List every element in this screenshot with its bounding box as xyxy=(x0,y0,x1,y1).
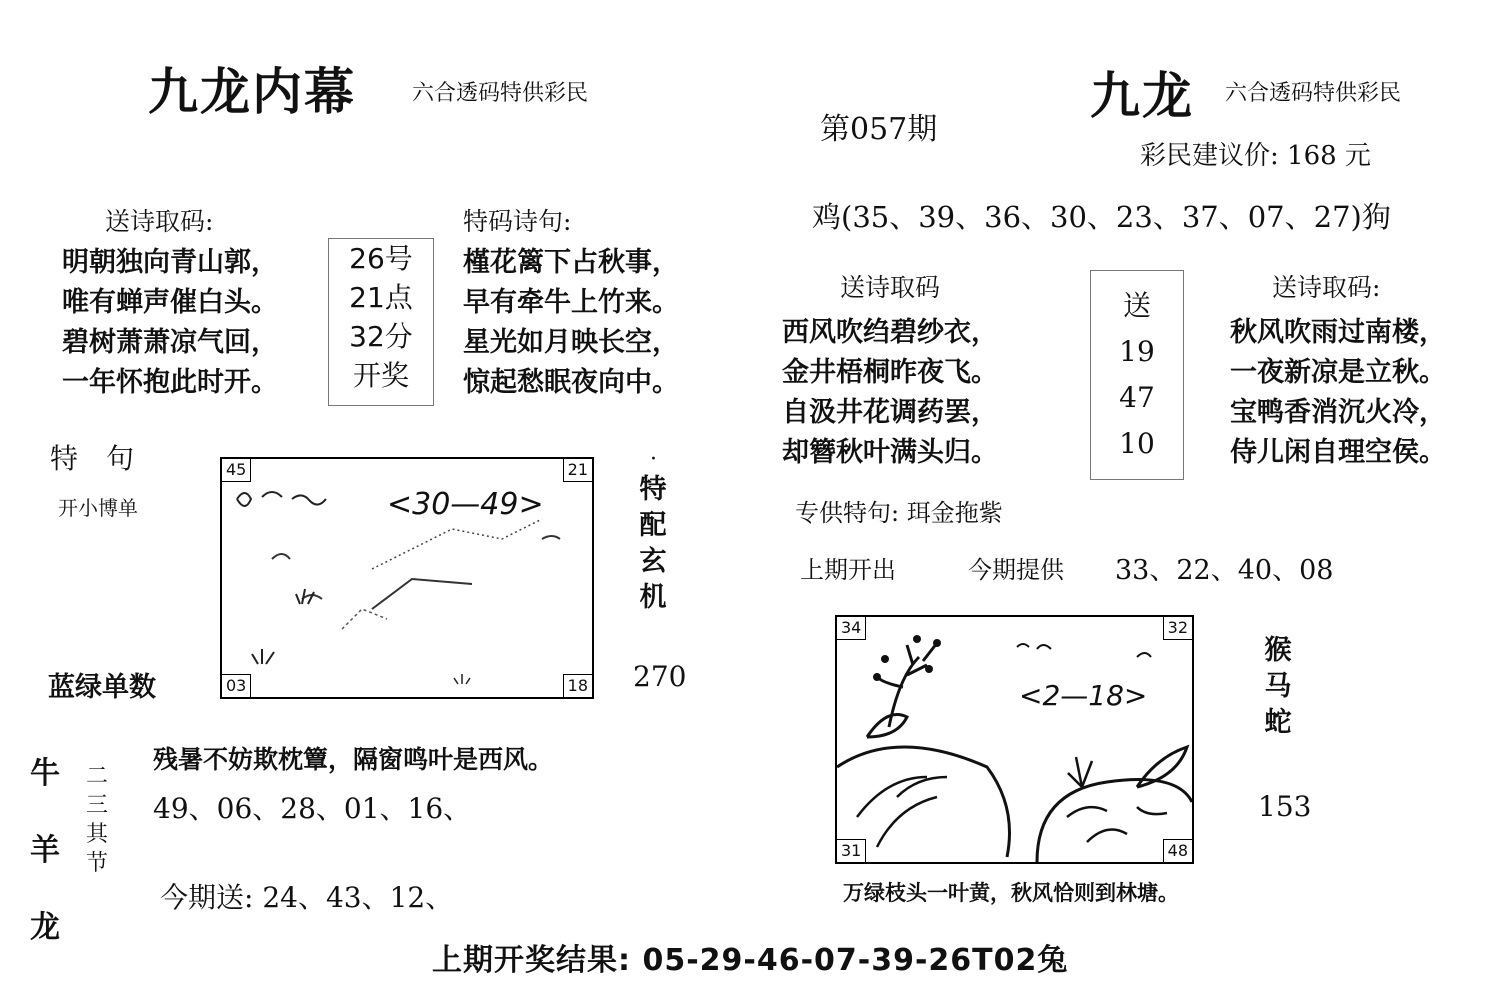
box-line: 32分 xyxy=(349,320,413,353)
today-send: 今期送: 24、43、12、 xyxy=(160,881,454,914)
vertical-char: 二 xyxy=(85,764,108,789)
vertical-char: 蛇 xyxy=(1264,707,1292,738)
poem-line: 星光如月映长空， xyxy=(463,327,679,358)
box-line: 开奖 xyxy=(352,359,409,392)
animal: 牛 xyxy=(30,756,60,791)
right-center-box xyxy=(1090,270,1184,480)
left-side-vertical xyxy=(637,472,669,616)
poem-line: 碧树萧萧凉气回， xyxy=(62,327,278,358)
right-sketch xyxy=(837,617,1192,862)
kai-xiao-label: 开小博单 xyxy=(58,496,138,520)
box-line: 26号 xyxy=(349,242,413,275)
poem-line: 秋风吹雨过南楼， xyxy=(1230,317,1446,348)
today-provide-label: 今期提供 xyxy=(968,556,1064,584)
corner-number: 21 xyxy=(563,458,593,482)
left-poem-line: 残暑不妨欺枕簟，隔窗鸣叶是西风。 xyxy=(153,745,554,774)
poem-line: 槿花篱下占秋事， xyxy=(463,247,679,278)
vertical-char: 马 xyxy=(1264,671,1292,702)
poem-line: 一夜新凉是立秋。 xyxy=(1230,357,1446,388)
vertical-char: 特 xyxy=(639,474,667,505)
left-poem2-head: 特码诗句: xyxy=(463,207,572,236)
er-san-vertical xyxy=(84,762,110,878)
left-numbers-line: 49、06、28、01、16、 xyxy=(153,792,472,825)
poem-line: 金井梧桐昨夜飞。 xyxy=(782,357,998,388)
lan-lv-label: 蓝绿单数 xyxy=(48,672,156,703)
poem-line: 西风吹绉碧纱衣， xyxy=(782,317,998,348)
vertical-char: 猴 xyxy=(1264,635,1292,666)
box-line: 10 xyxy=(1119,427,1155,460)
poem-line: 唯有蝉声催白头。 xyxy=(62,287,278,318)
animal: 羊 xyxy=(30,833,60,868)
poem-line: 却簪秋叶满头归。 xyxy=(782,437,998,468)
left-subtitle: 六合透码特供彩民 xyxy=(412,81,589,106)
animal: 龙 xyxy=(30,910,60,945)
box-line: 21点 xyxy=(349,281,413,314)
side-dot: · xyxy=(650,447,657,472)
vertical-char: 节 xyxy=(85,851,108,876)
vertical-char: 机 xyxy=(639,582,667,613)
left-poem1 xyxy=(62,243,278,403)
left-poem2 xyxy=(463,243,679,403)
te-ju-label: 特 句 xyxy=(50,442,135,475)
last-period-label: 上期开出 xyxy=(800,556,896,584)
right-poem2-head: 送诗取码: xyxy=(1272,273,1381,302)
left-side-number: 270 xyxy=(633,660,687,693)
right-side-number: 153 xyxy=(1258,790,1312,823)
vertical-char: 其 xyxy=(85,822,108,847)
provide-numbers: 33、22、40、08 xyxy=(1115,555,1334,586)
corner-number: 32 xyxy=(1163,616,1193,640)
corner-number: 45 xyxy=(221,458,251,482)
right-caption: 万绿枝头一叶黄，秋风恰则到林塘。 xyxy=(843,880,1179,905)
box-line: 47 xyxy=(1119,381,1155,414)
right-picture-box xyxy=(835,615,1194,864)
corner-number: 18 xyxy=(563,674,593,698)
left-picture-box xyxy=(220,457,594,699)
right-side-vertical xyxy=(1262,633,1294,741)
box-line: 19 xyxy=(1119,335,1155,368)
hand-text: <30—49> xyxy=(387,487,544,522)
poem-line: 自汲井花调药罢， xyxy=(782,397,998,428)
corner-number: 48 xyxy=(1163,839,1193,863)
special-phrase: 专供特句: 珥金拖紫 xyxy=(795,499,1003,527)
corner-number: 03 xyxy=(221,674,251,698)
vertical-char: 配 xyxy=(639,510,667,541)
right-title: 九龙 xyxy=(1090,66,1194,125)
poem-line: 明朝独向青山郭， xyxy=(62,247,278,278)
poem-line: 侍儿闲自理空侯。 xyxy=(1230,437,1446,468)
hand-text: <2—18> xyxy=(1019,679,1148,712)
right-subtitle: 六合透码特供彩民 xyxy=(1225,81,1402,106)
poem-line: 早有牵牛上竹来。 xyxy=(463,287,679,318)
price: 彩民建议价: 168 元 xyxy=(1140,141,1371,171)
chicken-dog-line: 鸡(35、39、36、30、23、37、07、27)狗 xyxy=(812,200,1391,234)
right-poem2 xyxy=(1230,313,1446,473)
corner-number: 31 xyxy=(836,839,866,863)
last-draw-result: 上期开奖结果: 05-29-46-07-39-26T02兔 xyxy=(432,943,1069,978)
poem-line: 宝鸭香消沉火冷， xyxy=(1230,397,1446,428)
left-poem1-head: 送诗取码: xyxy=(105,207,214,236)
box-line: 送 xyxy=(1122,289,1151,322)
poem-line: 惊起愁眠夜向中。 xyxy=(463,367,679,398)
right-poem1 xyxy=(782,313,998,473)
vertical-char: 三 xyxy=(85,793,108,818)
poem-line: 一年怀抱此时开。 xyxy=(62,367,278,398)
corner-number: 34 xyxy=(836,616,866,640)
vertical-char: 玄 xyxy=(639,546,667,577)
period-label: 第057期 xyxy=(820,112,938,147)
left-center-box xyxy=(328,238,434,406)
left-title: 九龙内幕 xyxy=(148,62,356,121)
right-poem1-head: 送诗取码 xyxy=(840,273,941,302)
